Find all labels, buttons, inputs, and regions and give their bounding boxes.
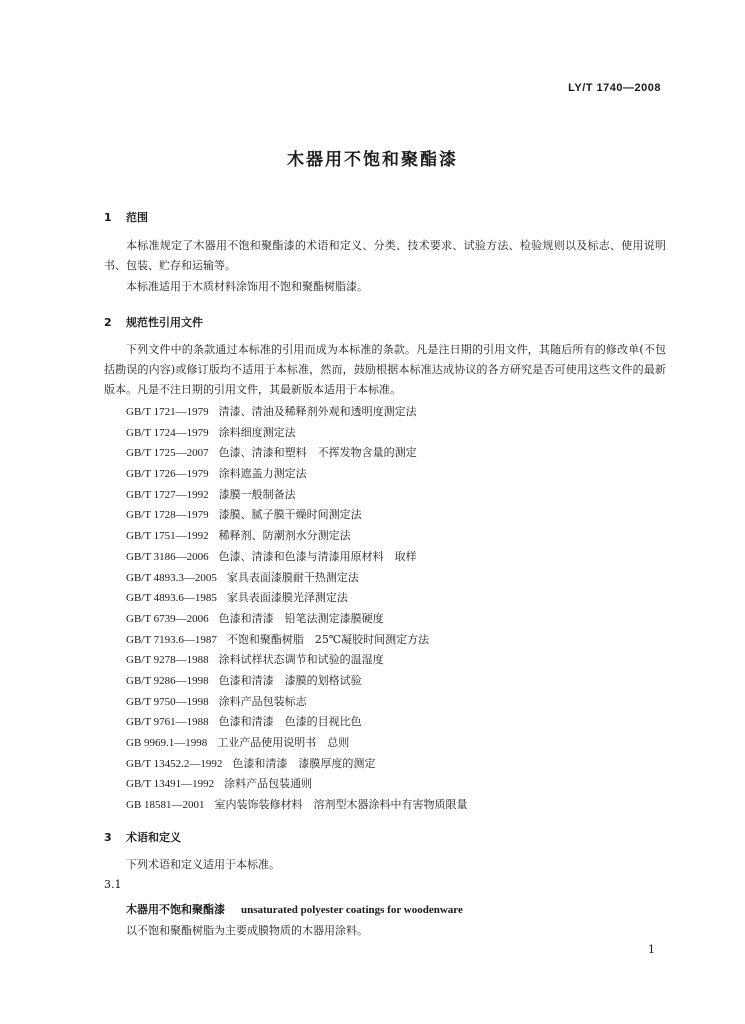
reference-title: 室内装饰装修材料 溶剂型木器涂料中有害物质限量 [214, 798, 468, 812]
reference-title: 色漆、清漆和塑料 不挥发物含量的测定 [218, 446, 417, 460]
section-number: 3 [104, 831, 112, 844]
reference-item [126, 464, 468, 485]
reference-code: GB/T 1727—1992 [126, 488, 209, 501]
section-number: 1 [104, 211, 112, 224]
reference-title: 不饱和聚酯树脂 25℃凝胶时间测定方法 [226, 632, 430, 646]
reference-code: GB/T 6739—2006 [126, 612, 209, 625]
scope-paragraph-2: 本标准适用于木质材料涂饰用不饱和聚酯树脂漆。 [126, 280, 368, 293]
reference-code: GB 9969.1—1998 [126, 737, 208, 749]
reference-list [126, 402, 468, 816]
reference-code: GB/T 9286—1998 [126, 674, 209, 687]
reference-title: 涂料产品包装标志 [218, 694, 307, 708]
reference-title: 色漆和清漆 色漆的目视比色 [218, 715, 362, 729]
reference-code: GB/T 4893.6—1985 [126, 592, 217, 605]
section-title: 规范性引用文件 [126, 316, 203, 329]
reference-title: 色漆和清漆 漆膜厚度的测定 [232, 756, 376, 770]
reference-code: GB/T 9761—1988 [126, 716, 209, 729]
term-entry [126, 901, 463, 917]
reference-item [126, 526, 468, 547]
section-title: 范围 [126, 211, 148, 224]
section-heading-terms [104, 829, 181, 845]
reference-title: 家具表面漆膜光泽测定法 [226, 591, 348, 605]
reference-code: GB 18581—2001 [126, 799, 205, 812]
clause-number: 3.1 [104, 878, 122, 891]
reference-item [126, 547, 468, 568]
term-chinese: 木器用不饱和聚酯漆 [126, 903, 225, 916]
reference-code: GB/T 1726—1979 [126, 468, 209, 481]
reference-title: 稀释剂、防潮剂水分测定法 [218, 529, 351, 543]
reference-item [126, 423, 468, 444]
reference-item [126, 568, 468, 589]
reference-title: 色漆和清漆 铅笔法测定漆膜硬度 [218, 611, 384, 625]
reference-item [126, 505, 468, 526]
reference-title: 家具表面漆膜耐干热测定法 [226, 570, 359, 584]
reference-code: GB/T 1721—1979 [126, 406, 209, 418]
reference-item [126, 692, 468, 713]
reference-item [126, 650, 468, 671]
reference-title: 涂料试样状态调节和试验的温湿度 [218, 653, 384, 667]
reference-title: 涂料细度测定法 [218, 425, 296, 439]
reference-title: 涂料遮盖力测定法 [218, 467, 307, 481]
standard-number: LY/T 1740—2008 [568, 82, 661, 94]
reference-code: GB/T 1725—2007 [126, 447, 209, 460]
section-heading-normative [104, 314, 203, 330]
reference-title: 清漆、清油及稀释剂外观和透明度测定法 [218, 405, 417, 418]
page-number: 1 [648, 943, 655, 956]
reference-code: GB/T 4893.3—2005 [126, 571, 217, 584]
reference-item [126, 630, 468, 651]
reference-code: GB/T 1728—1979 [126, 509, 209, 522]
reference-title: 涂料产品包装通则 [224, 777, 313, 791]
reference-title: 漆膜、腻子膜干燥时间测定法 [218, 508, 362, 522]
reference-title: 色漆和清漆 漆膜的划格试验 [218, 673, 362, 687]
reference-code: GB/T 1724—1979 [126, 426, 209, 439]
section-title: 术语和定义 [126, 831, 181, 844]
reference-item [126, 733, 468, 754]
reference-item [126, 402, 468, 423]
reference-title: 工业产品使用说明书 总则 [217, 736, 350, 749]
section-number: 2 [104, 316, 112, 329]
terms-intro: 下列术语和定义适用于本标准。 [126, 858, 280, 871]
reference-item [126, 443, 468, 464]
section-heading-scope [104, 209, 148, 225]
reference-item [126, 485, 468, 506]
term-english: unsaturated polyester coatings for woodenware [241, 904, 463, 916]
reference-item [126, 795, 468, 816]
reference-code: GB/T 7193.6—1987 [126, 633, 217, 646]
reference-code: GB/T 13452.2—1992 [126, 757, 223, 770]
reference-code: GB/T 9278—1988 [126, 654, 209, 667]
reference-code: GB/T 3186—2006 [126, 550, 209, 563]
reference-code: GB/T 13491—1992 [126, 778, 215, 791]
normative-intro: 下列文件中的条款通过本标准的引用而成为本标准的条款。凡是注日期的引用文件，其随后所有的修改单(不包括勘误的内容)或修订版均不适用于本标准，然而，鼓励根据本标准达成协议的各方研究是否可使用这些文件的最新版本。凡是不注日期的引用文件，其最新版本适用于本标准。 [104, 343, 666, 396]
reference-item [126, 712, 468, 733]
reference-item [126, 671, 468, 692]
reference-code: GB/T 1751—1992 [126, 530, 209, 543]
reference-item [126, 609, 468, 630]
reference-title: 漆膜一般制备法 [218, 487, 296, 501]
reference-item [126, 754, 468, 775]
scope-paragraph-1: 本标准规定了木器用不饱和聚酯漆的术语和定义、分类、技术要求、试验方法、检验规则以及标志、使用说明书、包装、贮存和运输等。 [104, 239, 666, 272]
reference-item [126, 588, 468, 609]
reference-item [126, 774, 468, 795]
term-definition: 以不饱和聚酯树脂为主要成膜物质的木器用涂料。 [126, 924, 368, 937]
document-title: 木器用不饱和聚酯漆 [287, 150, 458, 170]
reference-code: GB/T 9750—1998 [126, 695, 209, 708]
reference-title: 色漆、清漆和色漆与清漆用原材料 取样 [218, 549, 417, 563]
